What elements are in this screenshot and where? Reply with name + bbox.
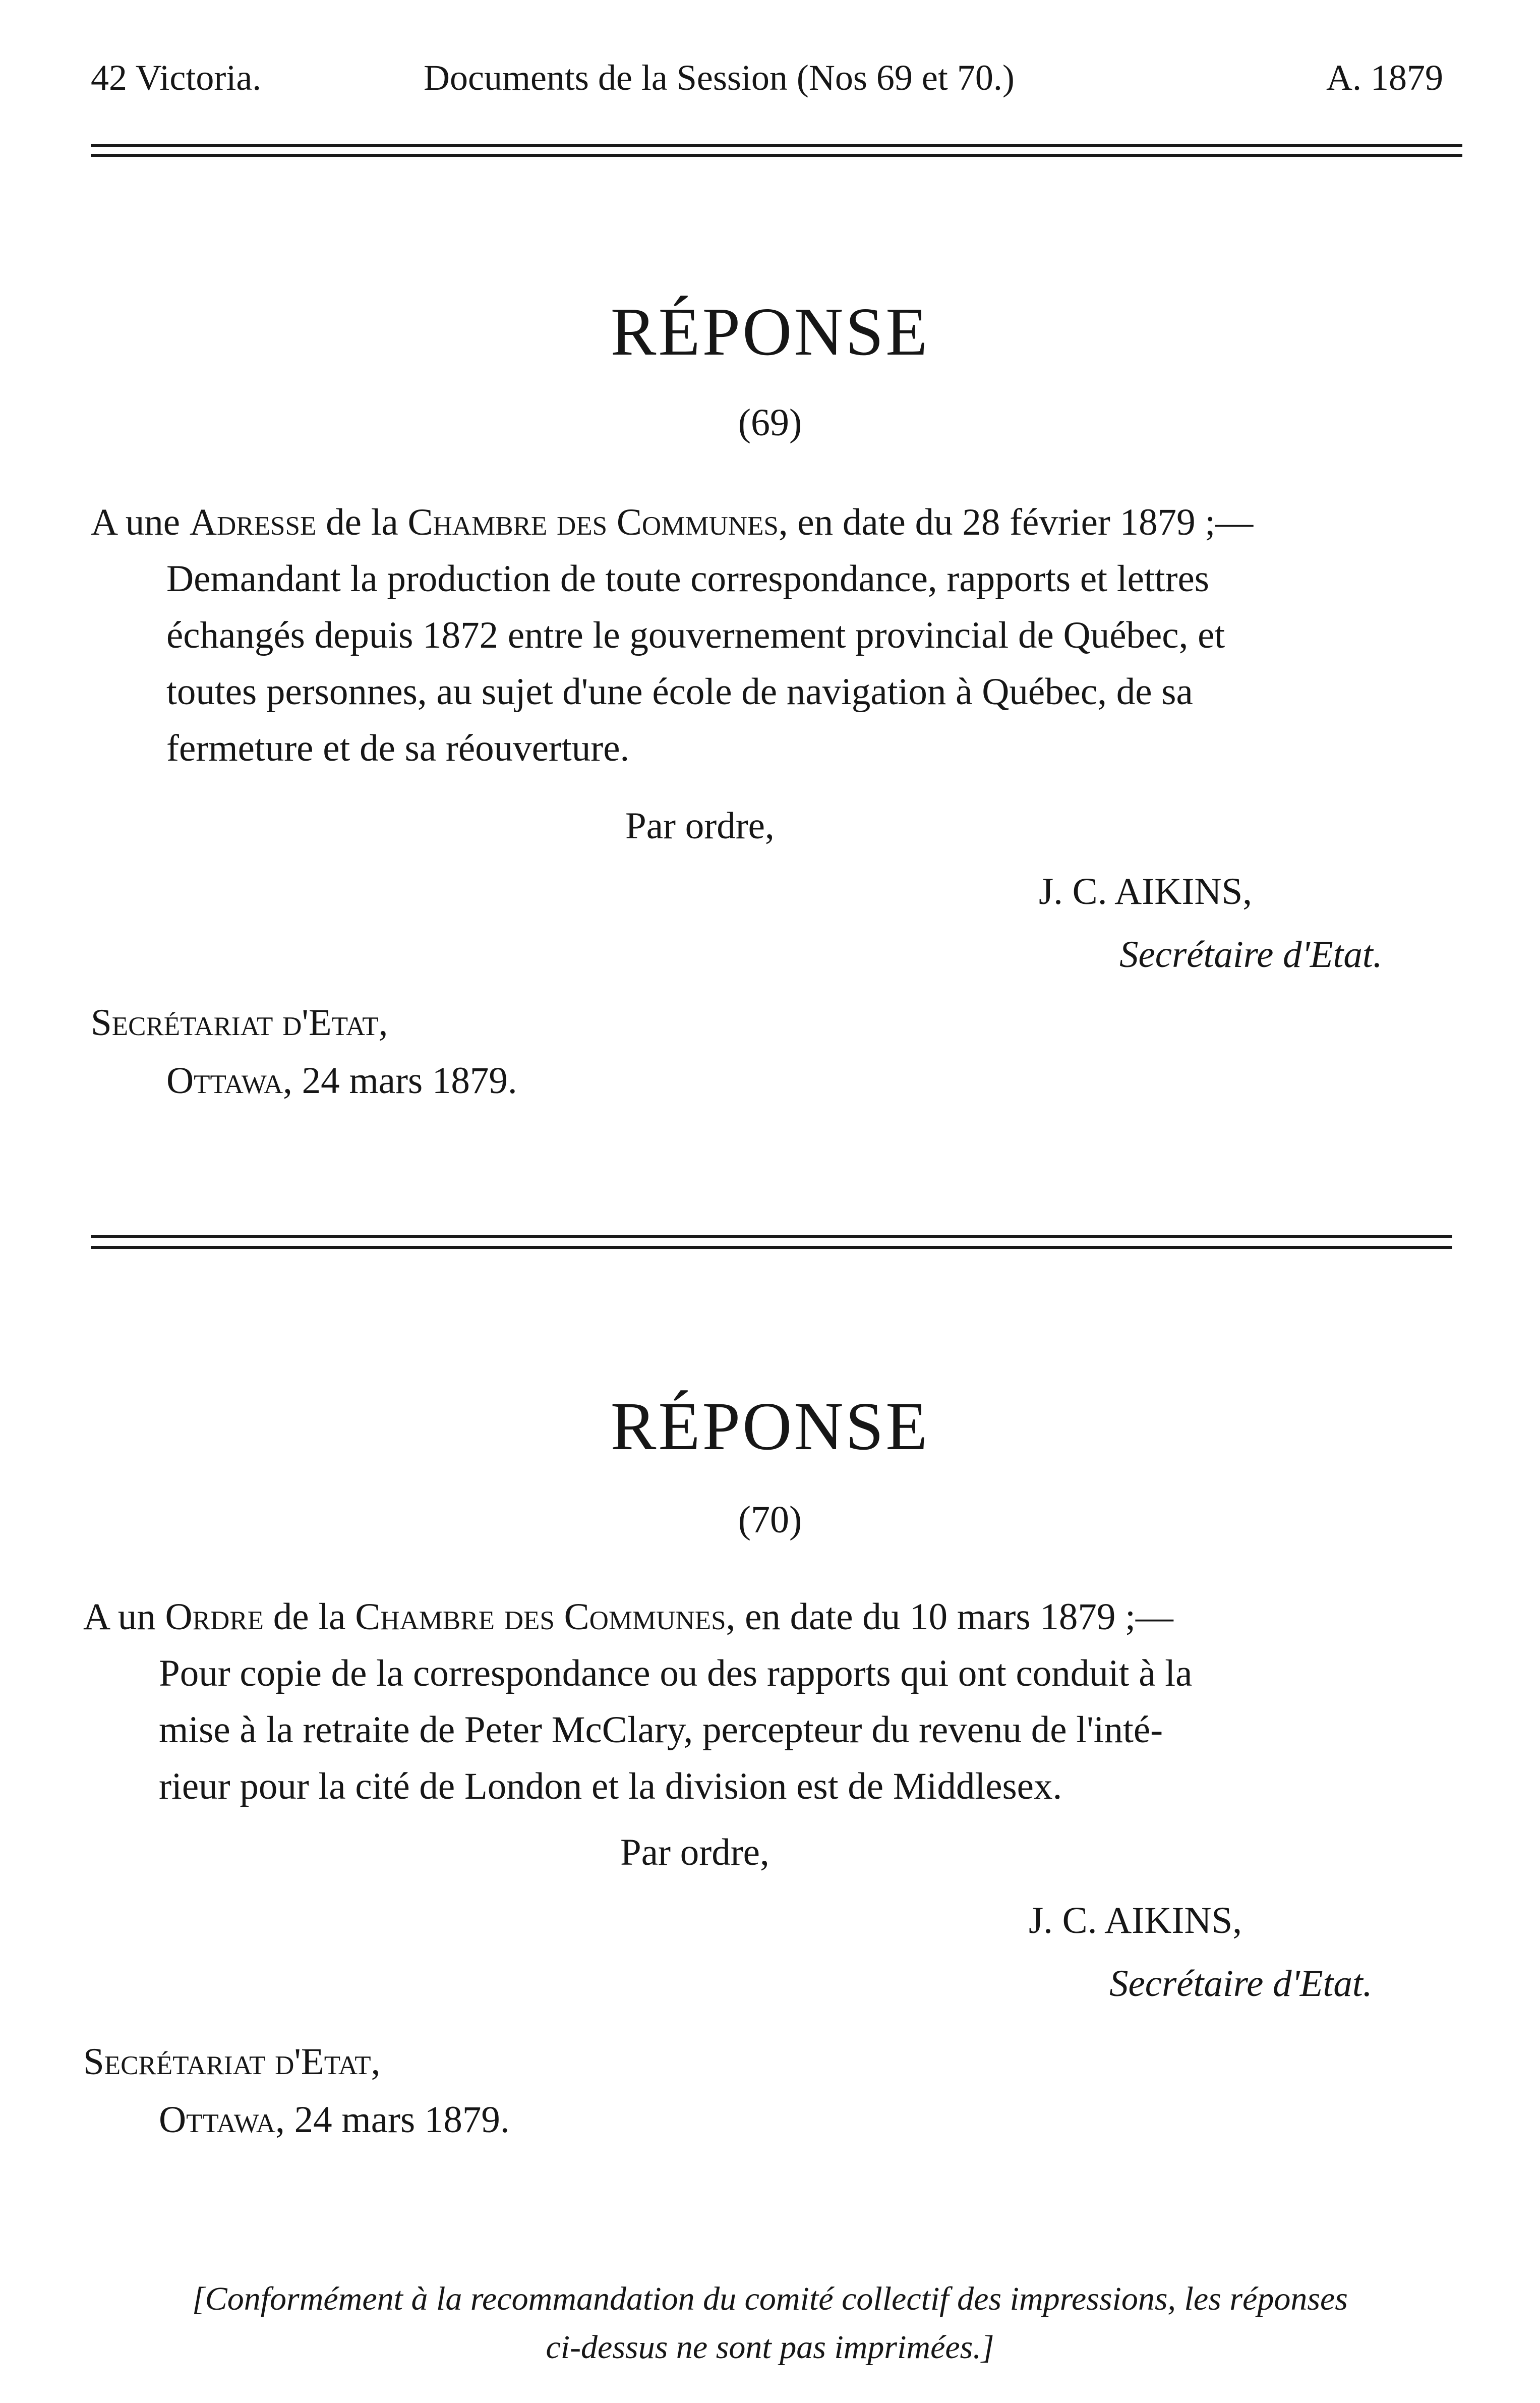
request-paragraph [91,494,1472,777]
intro-text: A un [83,1596,165,1638]
office-name: Secrétariat d'Etat, [83,2041,381,2083]
office-name: Secrétariat d'Etat, [91,1002,388,1044]
intro-text: de la [264,1596,356,1638]
header-left: 42 Victoria. [91,58,262,98]
par-ordre: Par ordre, [620,1832,769,1873]
request-body-line: mise à la retraite de Peter McClary, percepteur du revenu de l'inté- [159,1709,1163,1751]
section-number: (70) [738,1499,802,1541]
section-title: RÉPONSE [610,294,930,370]
footnote-line: ci-dessus ne sont pas imprimées.] [546,2329,994,2366]
signatory-name: J. C. AIKINS, [1029,1900,1242,1941]
request-intro-line [91,494,1472,551]
place-name: Ottawa [166,1060,283,1102]
intro-text: A une [91,501,190,543]
intro-text-smallcaps: Ordre [165,1596,264,1638]
date-text: , 24 mars 1879. [283,1060,517,1102]
request-body-line: Demandant la production de toute correspondance, rapports et lettres [166,558,1209,600]
intro-text: de la [316,501,408,543]
signatory-title: Secrétaire d'Etat. [1119,934,1383,976]
place-name: Ottawa [159,2099,276,2141]
section-title: RÉPONSE [610,1389,930,1464]
footnote-line: [Conformément à la recommandation du comité collectif des impressions, les réponses [192,2280,1348,2317]
intro-text-smallcaps: Chambre des Communes [355,1596,726,1638]
header-rule-top [91,144,1462,147]
footnote [0,2275,1540,2372]
place-date [166,1062,517,1100]
request-body-line: rieur pour la cité de London et la division est de Middlesex. [159,1765,1062,1807]
date-text: , 24 mars 1879. [275,2099,510,2141]
request-paragraph [83,1589,1475,1815]
section-number: (69) [738,402,802,444]
intro-text: , en date du 10 mars 1879 ;— [726,1596,1173,1638]
intro-text-smallcaps: Adresse [189,501,317,543]
signatory-title: Secrétaire d'Etat. [1109,1963,1373,2005]
request-body-line: Pour copie de la correspondance ou des rapports qui ont conduit à la [159,1652,1193,1694]
intro-text-smallcaps: Chambre des Communes [407,501,779,543]
request-intro-line [83,1589,1475,1645]
place-date [159,2101,510,2139]
section-divider-bottom [91,1246,1452,1249]
header-right: A. 1879 [1326,58,1443,98]
signatory-name: J. C. AIKINS, [1039,871,1252,912]
intro-text: , en date du 28 février 1879 ;— [778,501,1254,543]
header-rule-bottom [91,154,1462,157]
request-body-line: fermeture et de sa réouverture. [166,727,630,769]
header-center: Documents de la Session (Nos 69 et 70.) [424,58,1015,98]
request-body-line: échangés depuis 1872 entre le gouvernement provincial de Québec, et [166,614,1225,656]
par-ordre: Par ordre, [625,805,775,847]
section-divider-top [91,1235,1452,1238]
request-body-line: toutes personnes, au sujet d'une école de navigation à Québec, de sa [166,671,1193,713]
